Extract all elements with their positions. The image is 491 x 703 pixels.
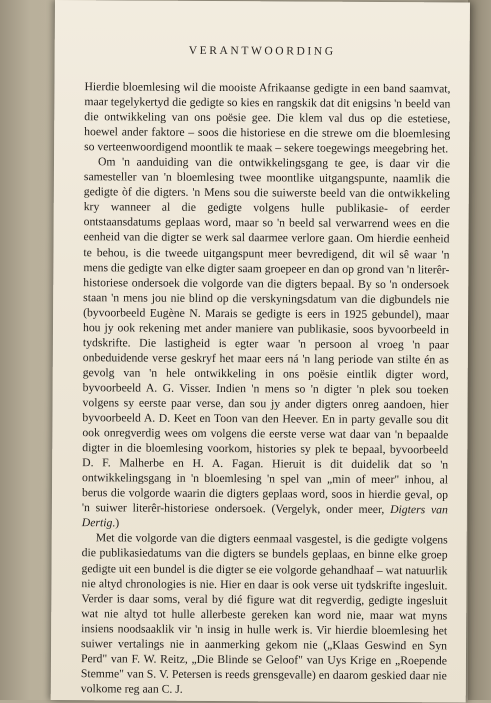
paragraph-2-end: .) xyxy=(112,516,120,530)
book-title-italic: Digters van Dertig xyxy=(81,503,448,530)
page-heading: VERANTWOORDING xyxy=(188,44,336,58)
paragraph-3: Met die volgorde van die digters eenmaal vasgestel, is die gedigte volgens die publikasiedatums van die digters se bundels geplaas, en binne elke groep gedigte uit een bundel is die digter se eie volgorde gehandhaaf – wat natuurlik nie altyd chronologies is nie. Hier en daar is ook verse uit tydskrifte ingesluit. Verder is daar soms, veral by dié figure wat dit regverdig, gedigte ingesluit wat nie altyd tot hulle allerbeste gereken kan word nie, maar wat myns insiens noodsaaklik vir 'n insig in hulle werk is. Vir hierdie bloemlesing het suiwer vertalings nie in aanmerking gekom nie („Klaas Geswind en Syn Perd" van F. W. Reitz, „Die Blinde se Geloof" van Uys Krige en „Roepende Stemme" van S. V. Petersen is reeds grensgevalle) en daarom geskied daar nie volkome reg aan C. J. xyxy=(80,531,448,696)
body-text xyxy=(81,79,451,698)
paragraph-1: Hierdie bloemlesing wil die mooiste Afrikaanse gedigte in een band saamvat, maar tegelykertyd die gedigte so kies en rangskik dat dit enigsins 'n beeld van die ontwikkeling van ons poësie gee. Die klem val dus op die estetiese, hoewel ander faktore – soos die historiese en die strewe om die bloemlesing so verteenwoordigend moontlik te maak – sekere toegewings meegebring het. xyxy=(84,80,451,156)
paragraph-2 xyxy=(82,154,450,532)
paragraph-2-text: Om 'n aanduiding van die ontwikkelingsgang te gee, is daar vir die samesteller van 'n bloemlesing twee moontlike uitgangspunte, naamlik die gedigte òf die digters. 'n Mens sou die suiwerste beeld van die ontwikkeling kry wanneer al die gedigte volgens hulle publikasie- of eerder ontstaansdatums geplaas word, maar so 'n beeld sal verwarrend wees en die eenheid van die digter se werk sal daarmee verlore gaan. Om hierdie eenheid te behou, is die tweede uitgangspunt meer bevredigend, dit wil sê waar 'n mens die gedigte van elke digter saam groepeer en dan op grond van 'n literêr-historiese ondersoek die volgorde van die digters bepaal. By so 'n ondersoek staan 'n mens jou nie blind op die verskyningsdatum van die digbundels nie (byvoorbeeld Eugène N. Marais se gedigte is eers in 1925 gebundel), maar hou jy ook rekening met ander maniere van publikasie, soos byvoorbeeld in tydskrifte. Die lastigheid is egter waar 'n persoon al vroeg 'n paar onbeduidende verse geskryf het maar eers ná 'n lang periode van stilte én as gevolg van 'n hele ontwikkeling in ons poësie eintlik digter word, byvoorbeeld A. G. Visser. Indien 'n mens so 'n digter 'n plek sou toeken volgens sy eerste paar verse, dan sou jy ander digters onreg aandoen, hier byvoorbeeld A. D. Keet en Toon van den Heever. En in party gevalle sou dit ook onregverdig wees om volgens die eerste verse wat daar van 'n bepaalde digter in die bloemlesing voorkom, histories sy plek te bepaal, byvoorbeeld D. F. Malherbe en H. A. Fagan. Hieruit is dit duidelik dat so 'n ontwikkelingsgang in 'n bloemlesing 'n spel van „min of meer" inhou, al berus die volgorde waarin die digters geplaas word, soos in hierdie geval, op 'n suiwer literêr-historiese ondersoek. (Vergelyk, onder meer, xyxy=(81,155,451,517)
page-edge xyxy=(468,0,491,700)
book-page xyxy=(51,0,470,703)
